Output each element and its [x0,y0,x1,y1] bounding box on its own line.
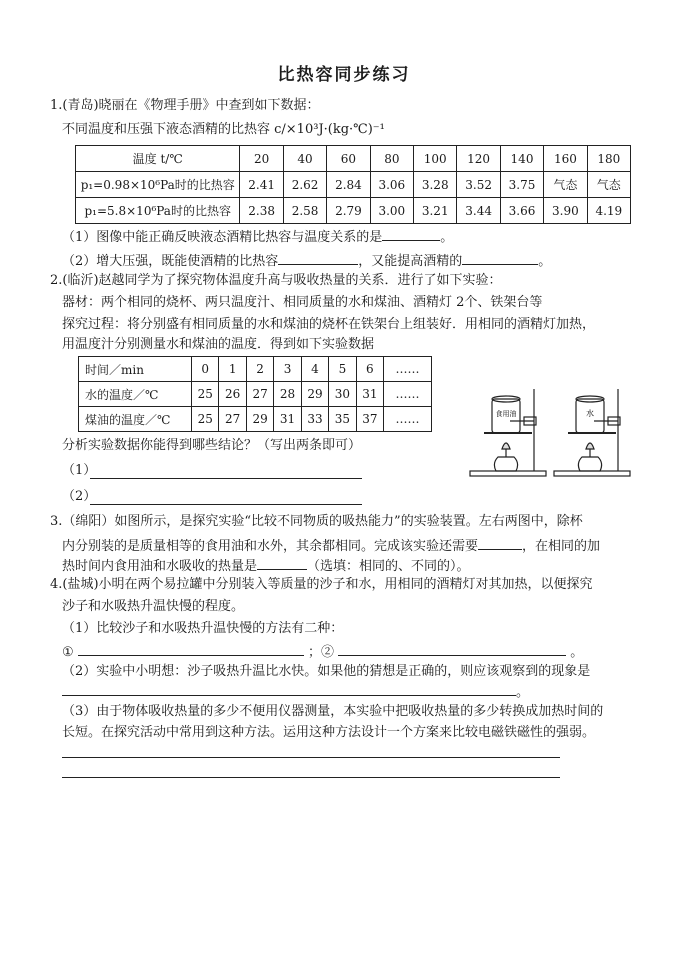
q4-sub3-line-2: 长短。在探究活动中常用到这种方法。运用这种方法设计一个方案来比较电磁铁磁性的强弱。 [62,725,596,740]
q4-sub3-answer-line-1[interactable] [62,757,560,758]
table-cell: 3.28 [414,172,457,198]
q4-line-2: 沙子和水吸热升温快慢的程度。 [62,599,245,614]
table-row [76,146,631,172]
q2-data-table [78,356,432,432]
table-cell: 5 [329,357,356,382]
q1-sub1-text: （1）图像中能正确反映液态酒精比热容与温度关系的是 [62,230,383,245]
table-cell: 2.84 [327,172,370,198]
q1-intro [50,97,320,115]
q1-sub2-blank-1[interactable] [278,250,358,265]
q2-question: 分析实验数据你能得到哪些结论？（写出两条即可） [62,438,362,453]
q2-number: 2. [50,273,63,288]
table-cell: 4 [301,357,328,382]
page-title: 比热容同步练习 [277,65,411,85]
table-header-cell: 60 [327,146,370,172]
table-cell: …… [384,407,432,432]
q2-process-line-2: 用温度汁分别测量水和煤油的温度．得到如下实验数据 [62,337,375,352]
q3-line-2-text-a: 内分别装的是质量相等的食用油和水外，其余都相同。完成该实验还需要 [62,539,479,554]
q3-line-1 [50,513,583,531]
q2-answer-1-line[interactable] [90,478,362,479]
table-cell: 2.38 [240,198,283,224]
table-row [79,407,432,432]
q1-number: 1. [50,98,63,113]
q2-answer-2-label: （2） [62,489,97,504]
table-cell: 3.06 [370,172,413,198]
q4-sub2-blank[interactable] [62,681,516,696]
q3-line-3-text-b: （选填：相同的、不同的）。 [307,559,470,574]
table-cell: 2.62 [283,172,326,198]
table-cell: 4.19 [587,198,630,224]
table-row-label: p₁=0.98×10⁶Pa时的比热容 [76,172,240,198]
table-header-cell: 80 [370,146,413,172]
table-row [76,198,631,224]
table-cell: 气态 [544,172,587,198]
table-header-cell: 140 [500,146,543,172]
beaker-right-label: 水 [586,409,594,418]
beaker-left-label: 食用油 [495,410,517,418]
q4-sub3-answer-line-2[interactable] [62,777,560,778]
q1-intro-text: (青岛)晓丽在《物理手册》中查到如下数据： [62,98,320,113]
table-cell: 31 [274,407,301,432]
table-cell: 28 [274,382,301,407]
table-cell: 30 [329,382,356,407]
table-cell: 37 [356,407,383,432]
table-row [79,382,432,407]
table-cell: 27 [246,382,273,407]
q4-method-2-marker: ；② [307,645,334,660]
q4-method-1-blank[interactable] [78,641,304,656]
alcohol-lamp-right [578,457,601,471]
table-cell: 3 [274,357,301,382]
table-cell: 29 [301,382,328,407]
q2-intro-text: (临沂)赵越同学为了探究物体温度升高与吸收热量的关系．进行了如下实验： [62,273,502,288]
q4-sub2-end: 。 [516,685,530,700]
q2-process-line-1: 探究过程：将分别盛有相同质量的水和煤油的烧杯在铁架台上组装好．用相同的酒精灯加热， [62,317,596,332]
stand-base-left [470,471,546,476]
table-header-cell: 180 [587,146,630,172]
q1-data-table [75,145,631,224]
table-header-cell: 120 [457,146,500,172]
table-cell: 26 [219,382,246,407]
q1-sub2-text-b: ，又能提高酒精的 [358,254,463,269]
q1-sub1-end: 。 [440,230,454,245]
table-cell: 3.75 [500,172,543,198]
q3-line-1-text: （绵阳）如图所示，是探究实验“比较不同物质的吸热能力”的实验装置。左右两图中，除杯 [62,514,583,529]
table-cell: 3.52 [457,172,500,198]
table-row-label: 时间／min [79,357,192,382]
q4-sub2-answer [62,681,529,702]
table-header-cell: 20 [240,146,283,172]
table-cell: 3.66 [500,198,543,224]
q3-blank-1[interactable] [478,535,522,550]
table-cell: 3.90 [544,198,587,224]
q4-method-2-blank[interactable] [338,641,566,656]
table-cell: 3.00 [370,198,413,224]
table-cell: 27 [219,407,246,432]
table-cell: 35 [329,407,356,432]
apparatus-figure [466,383,636,481]
table-cell: 0 [192,357,219,382]
table-row-label: p₁=5.8×10⁶Pa时的比热容 [76,198,240,224]
table-row-label: 水的温度／℃ [79,382,192,407]
q3-line-3-text-a: 热时间内食用油和水吸收的热量是 [62,559,258,574]
table-cell: 2.79 [327,198,370,224]
q1-sub2-text-a: （2）增大压强，既能使酒精的比热容 [62,254,279,269]
q4-number: 4. [50,577,63,592]
table-cell: 25 [192,382,219,407]
q1-sub2-blank-2[interactable] [462,250,538,265]
q2-answer-1-label: （1） [62,463,97,478]
q4-sub1: （1）比较沙子和水吸热升温快慢的方法有二种： [62,621,344,636]
q1-sub1 [62,226,453,247]
table-cell: …… [384,357,432,382]
table-cell: 3.44 [457,198,500,224]
table-cell: 29 [246,407,273,432]
q3-line-2-text-b: ，在相同的加 [522,539,601,554]
table-cell: 3.21 [414,198,457,224]
table-cell: 1 [219,357,246,382]
stand-base-right [554,471,630,476]
q2-answer-2-line[interactable] [90,504,362,505]
table-header-cell: 100 [414,146,457,172]
table-header-cell: 160 [544,146,587,172]
table-header-cell: 温度 t/℃ [76,146,240,172]
table-cell: 31 [356,382,383,407]
table-cell: …… [384,382,432,407]
q3-line-2 [62,535,600,556]
table-row [79,357,432,382]
table-cell: 2 [246,357,273,382]
alcohol-lamp-left [494,457,517,471]
table-cell: 6 [356,357,383,382]
q2-intro [50,272,502,290]
table-cell: 2.58 [283,198,326,224]
table-row [76,172,631,198]
table-cell: 33 [301,407,328,432]
q4-line-1 [50,576,593,594]
q3-blank-2[interactable] [257,555,307,570]
q4-sub3-line-1: （3）由于物体吸收热量的多少不便用仪器测量，本实验中把吸收热量的多少转换成加热时间的 [62,704,604,719]
table-cell: 2.41 [240,172,283,198]
q1-sub2-end: 。 [538,254,552,269]
q4-line-1-text: (盐城)小明在两个易拉罐中分别装入等质量的沙子和水，用相同的酒精灯对其加热，以便探究 [62,577,593,592]
q4-sub1-end: 。 [570,645,584,660]
table-header-cell: 40 [283,146,326,172]
q3-number: 3. [50,514,63,529]
q3-line-3 [62,555,470,576]
q4-sub2: （2）实验中小明想：沙子吸热升温比水快。如果他的猜想是正确的，则应该观察到的现象是 [62,664,591,679]
table-cell: 25 [192,407,219,432]
q1-sub2 [62,250,551,271]
q4-method-1-marker: ① [62,645,74,660]
table-cell: 气态 [587,172,630,198]
q4-sub1-methods [62,641,583,662]
q1-sub1-blank[interactable] [382,226,440,241]
q1-table-caption: 不同温度和压强下液态酒精的比热容 c/×10³J·(kg·℃)⁻¹ [62,122,385,137]
table-row-label: 煤油的温度／℃ [79,407,192,432]
q2-materials: 器材：两个相同的烧杯、两只温度汁、相同质量的水和煤油、酒精灯 2个、铁架台等 [62,295,543,310]
